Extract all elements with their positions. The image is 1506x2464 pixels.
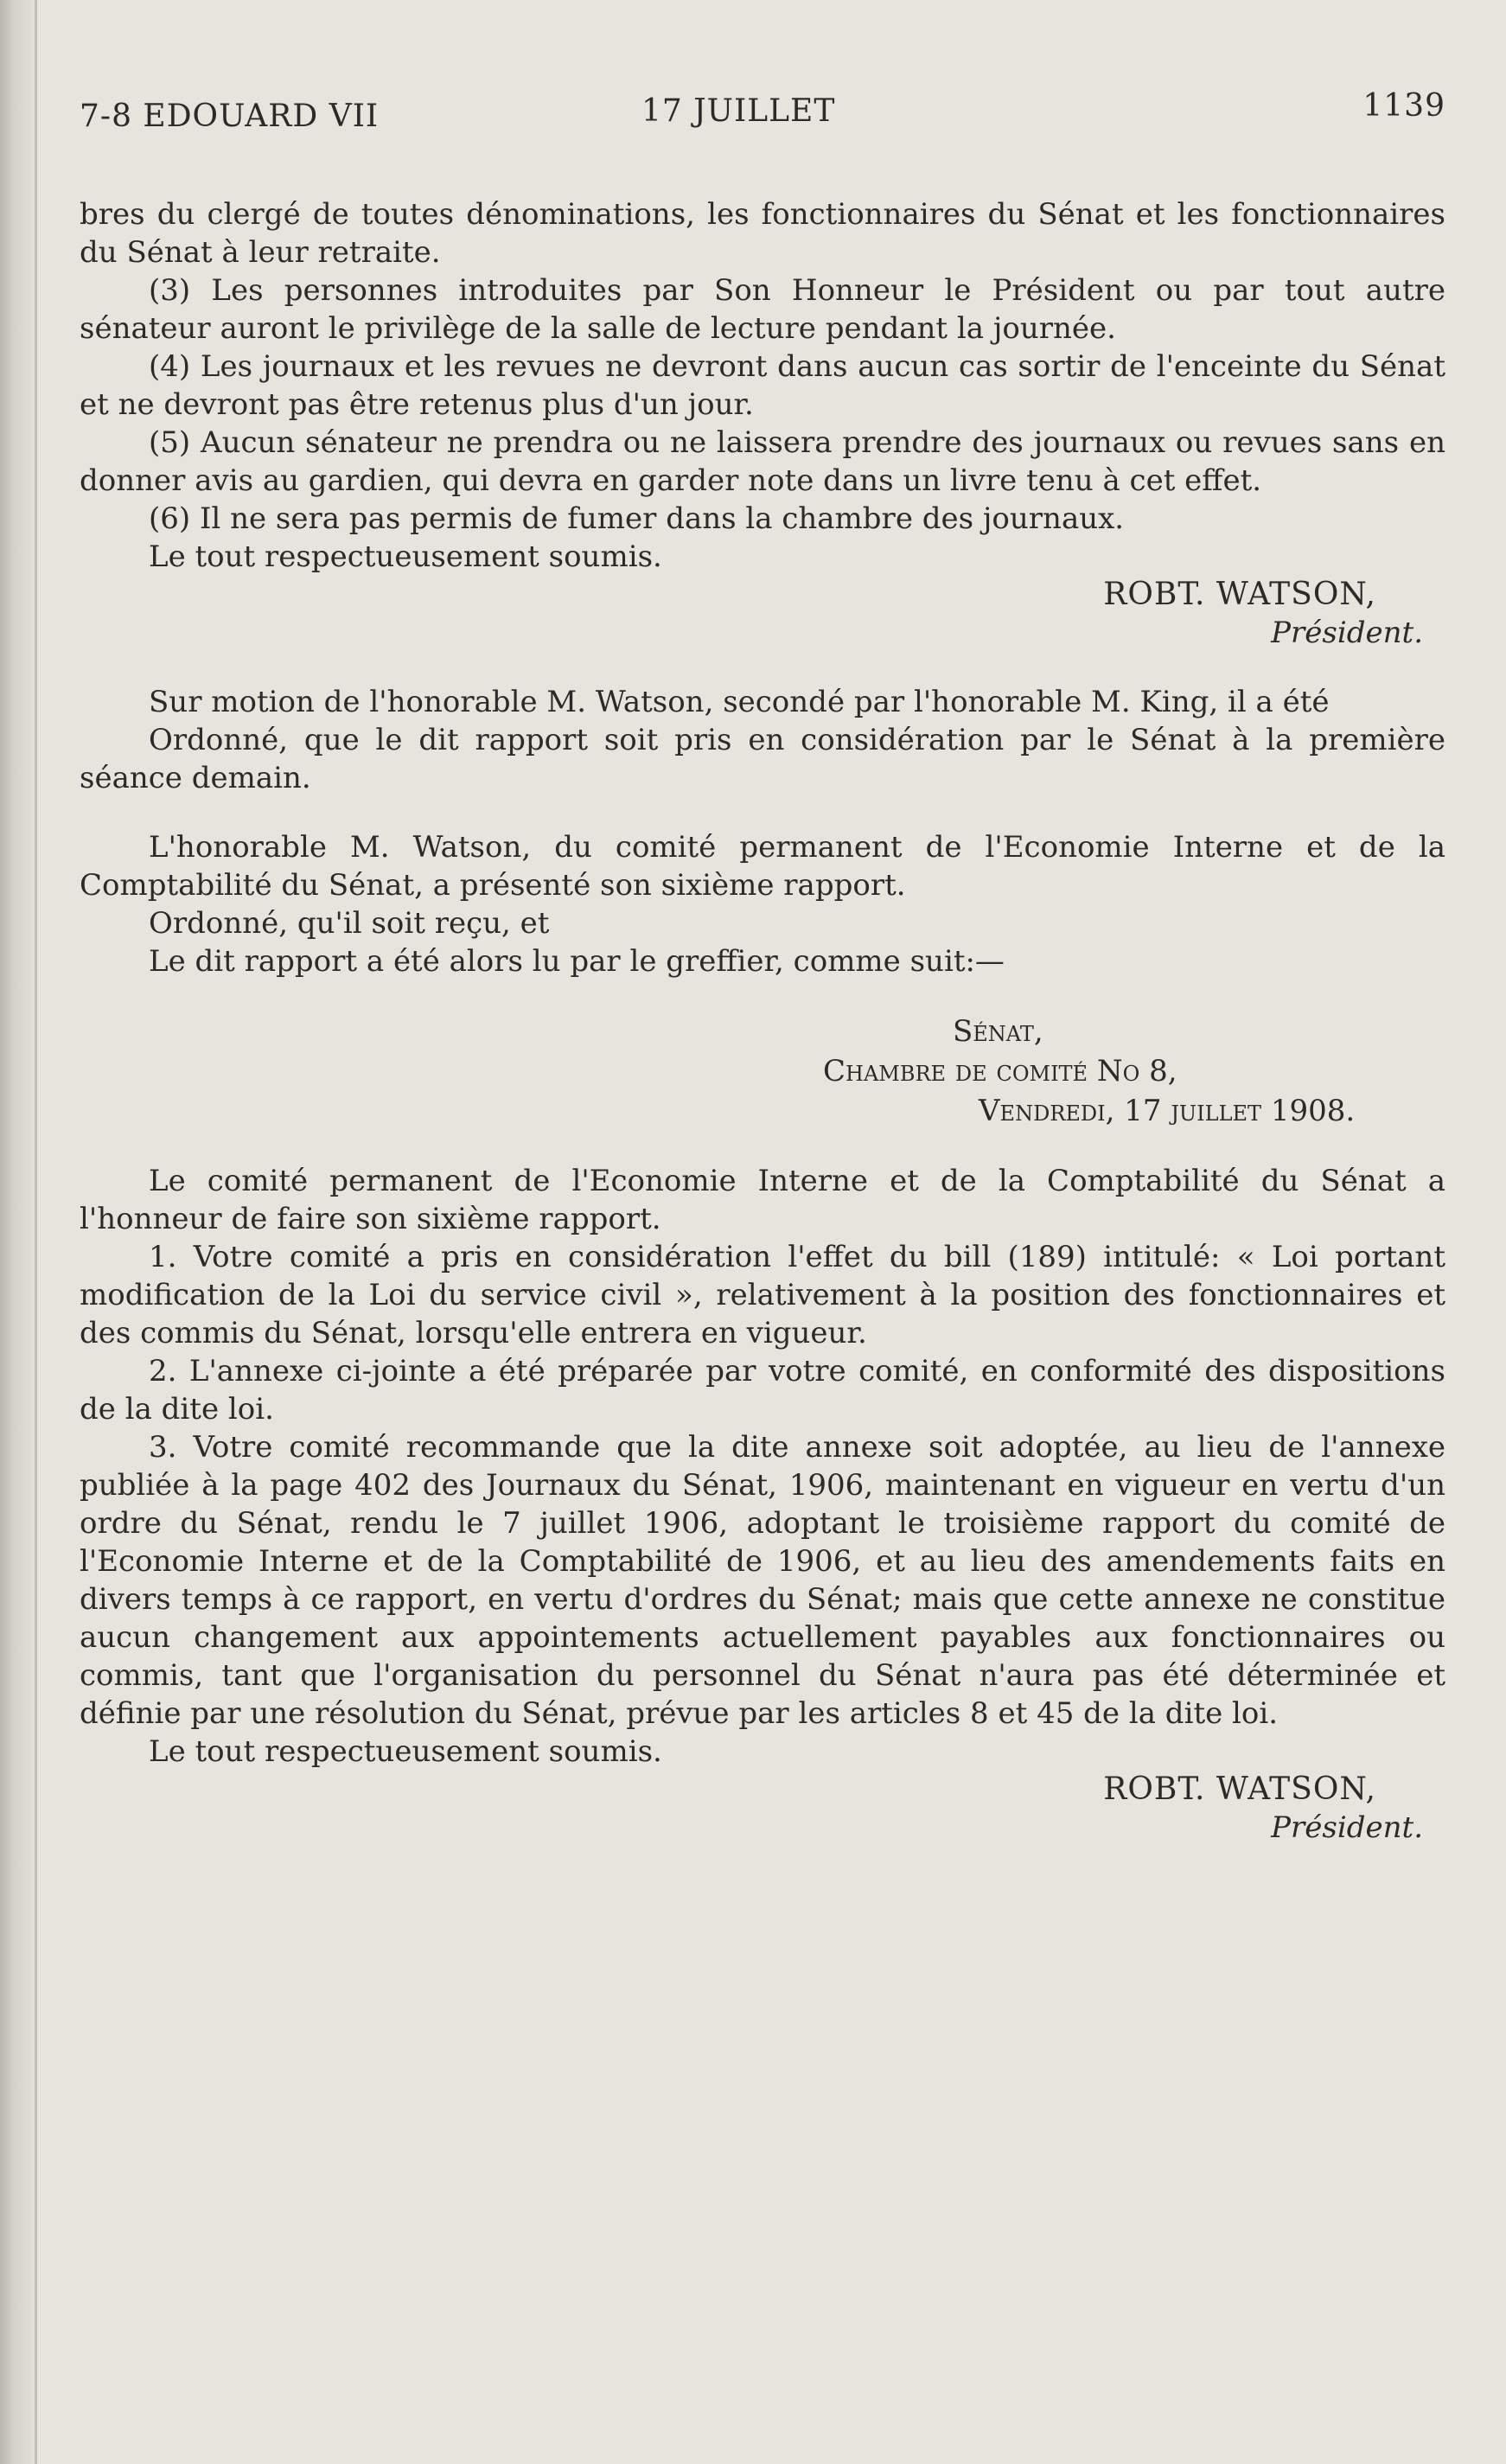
signature-name: ROBT. WATSON, [1103,577,1376,612]
report-item-3: 3. Votre comité recommande que la dite annexe soit adoptée, au lieu de l'annexe publiée à la page 402 des Journaux du Sénat, 1906, maintenant en vigueur en vertu d'un ordre du Sénat, rendu le 7 juillet 1906, adoptant le troisième rapport du comité de l'Economie Interne et de la Comptabilité de 1906, et au lieu des amendements faits en divers temps à ce rapport, en vertu d'ordres du Sénat; mais que cette annexe ne constitue aucun changement aux appointements actuellement payables aux fonctionnaires ou commis, tant que l'organisation du personnel du Sénat n'aura pas été déterminée et définie par une résolution du Sénat, prévue par les articles 8 et 45 de la dite loi. [80,1430,1445,1731]
header-date: 17 JUILLET [641,93,836,129]
paragraph-rule-4: (4) Les journaux et les revues ne devront dans aucun cas sortir de l'enceinte du Sénat et ne devront pas être retenus plus d'un jour. [80,349,1445,422]
report-signature-title: Président. [1271,1810,1423,1845]
report-item-1: 1. Votre comité a pris en considération l'effet du bill (189) intitulé: « Loi portant modification de la Loi du service civil », relativement à la position des fonctionnaires et des commis du Sénat, lorsqu'elle entrera en vigueur. [80,1240,1445,1350]
report-signature-name: ROBT. WATSON, [1103,1771,1376,1807]
report-closing-line: Le tout respectueusement soumis. [149,1734,662,1769]
report-intro: Le comité permanent de l'Economie Interne et de la Comptabilité du Sénat a l'honneur de faire son sixième rapport. [80,1164,1445,1236]
paragraph-rule-3: (3) Les personnes introduites par Son Honneur le Président ou par tout autre sénateur auront le privilège de la salle de lecture pendant la journée. [80,273,1445,346]
header-session: 7-8 EDOUARD VII [80,99,380,134]
paragraph-rule-5: (5) Aucun sénateur ne prendra ou ne laissera prendre des journaux ou revues sans en donner avis au gardien, qui devra en garder note dans un livre tenu à cet effet. [80,425,1445,498]
motion-order: Ordonné, que le dit rapport soit pris en considération par le Sénat à la première séance demain. [80,723,1445,795]
document-page [80,83,1445,1847]
page-fold-line [35,0,37,2464]
report-presentation: L'honorable M. Watson, du comité permanent de l'Economie Interne et de la Comptabilité du Sénat, a présenté son sixième rapport. [80,830,1445,903]
report-reading: Le dit rapport a été alors lu par le greffier, comme suit:— [149,944,1005,979]
report-heading-date: Vendredi, 17 juillet 1908. [979,1094,1356,1128]
closing-line: Le tout respectueusement soumis. [149,539,662,574]
report-item-2: 2. L'annexe ci-jointe a été préparée par votre comité, en conformité des dispositions de la dite loi. [80,1354,1445,1427]
signature-title: Président. [1271,616,1423,650]
report-heading-senate: Sénat, [953,1014,1043,1049]
running-header [80,83,1445,135]
document-body [80,195,1445,1847]
paragraph-rule-6: (6) Il ne sera pas permis de fumer dans la chambre des journaux. [149,501,1125,536]
paragraph-rule-continued: bres du clergé de toutes dénominations, les fonctionnaires du Sénat et les fonctionnaires du Sénat à leur retraite. [80,197,1445,270]
report-heading-room: Chambre de comité No 8, [823,1054,1177,1088]
report-heading [823,1012,1445,1131]
page-number: 1139 [1362,88,1445,124]
report-order: Ordonné, qu'il soit reçu, et [149,906,550,941]
motion-line: Sur motion de l'honorable M. Watson, secondé par l'honorable M. King, il a été [149,685,1330,719]
